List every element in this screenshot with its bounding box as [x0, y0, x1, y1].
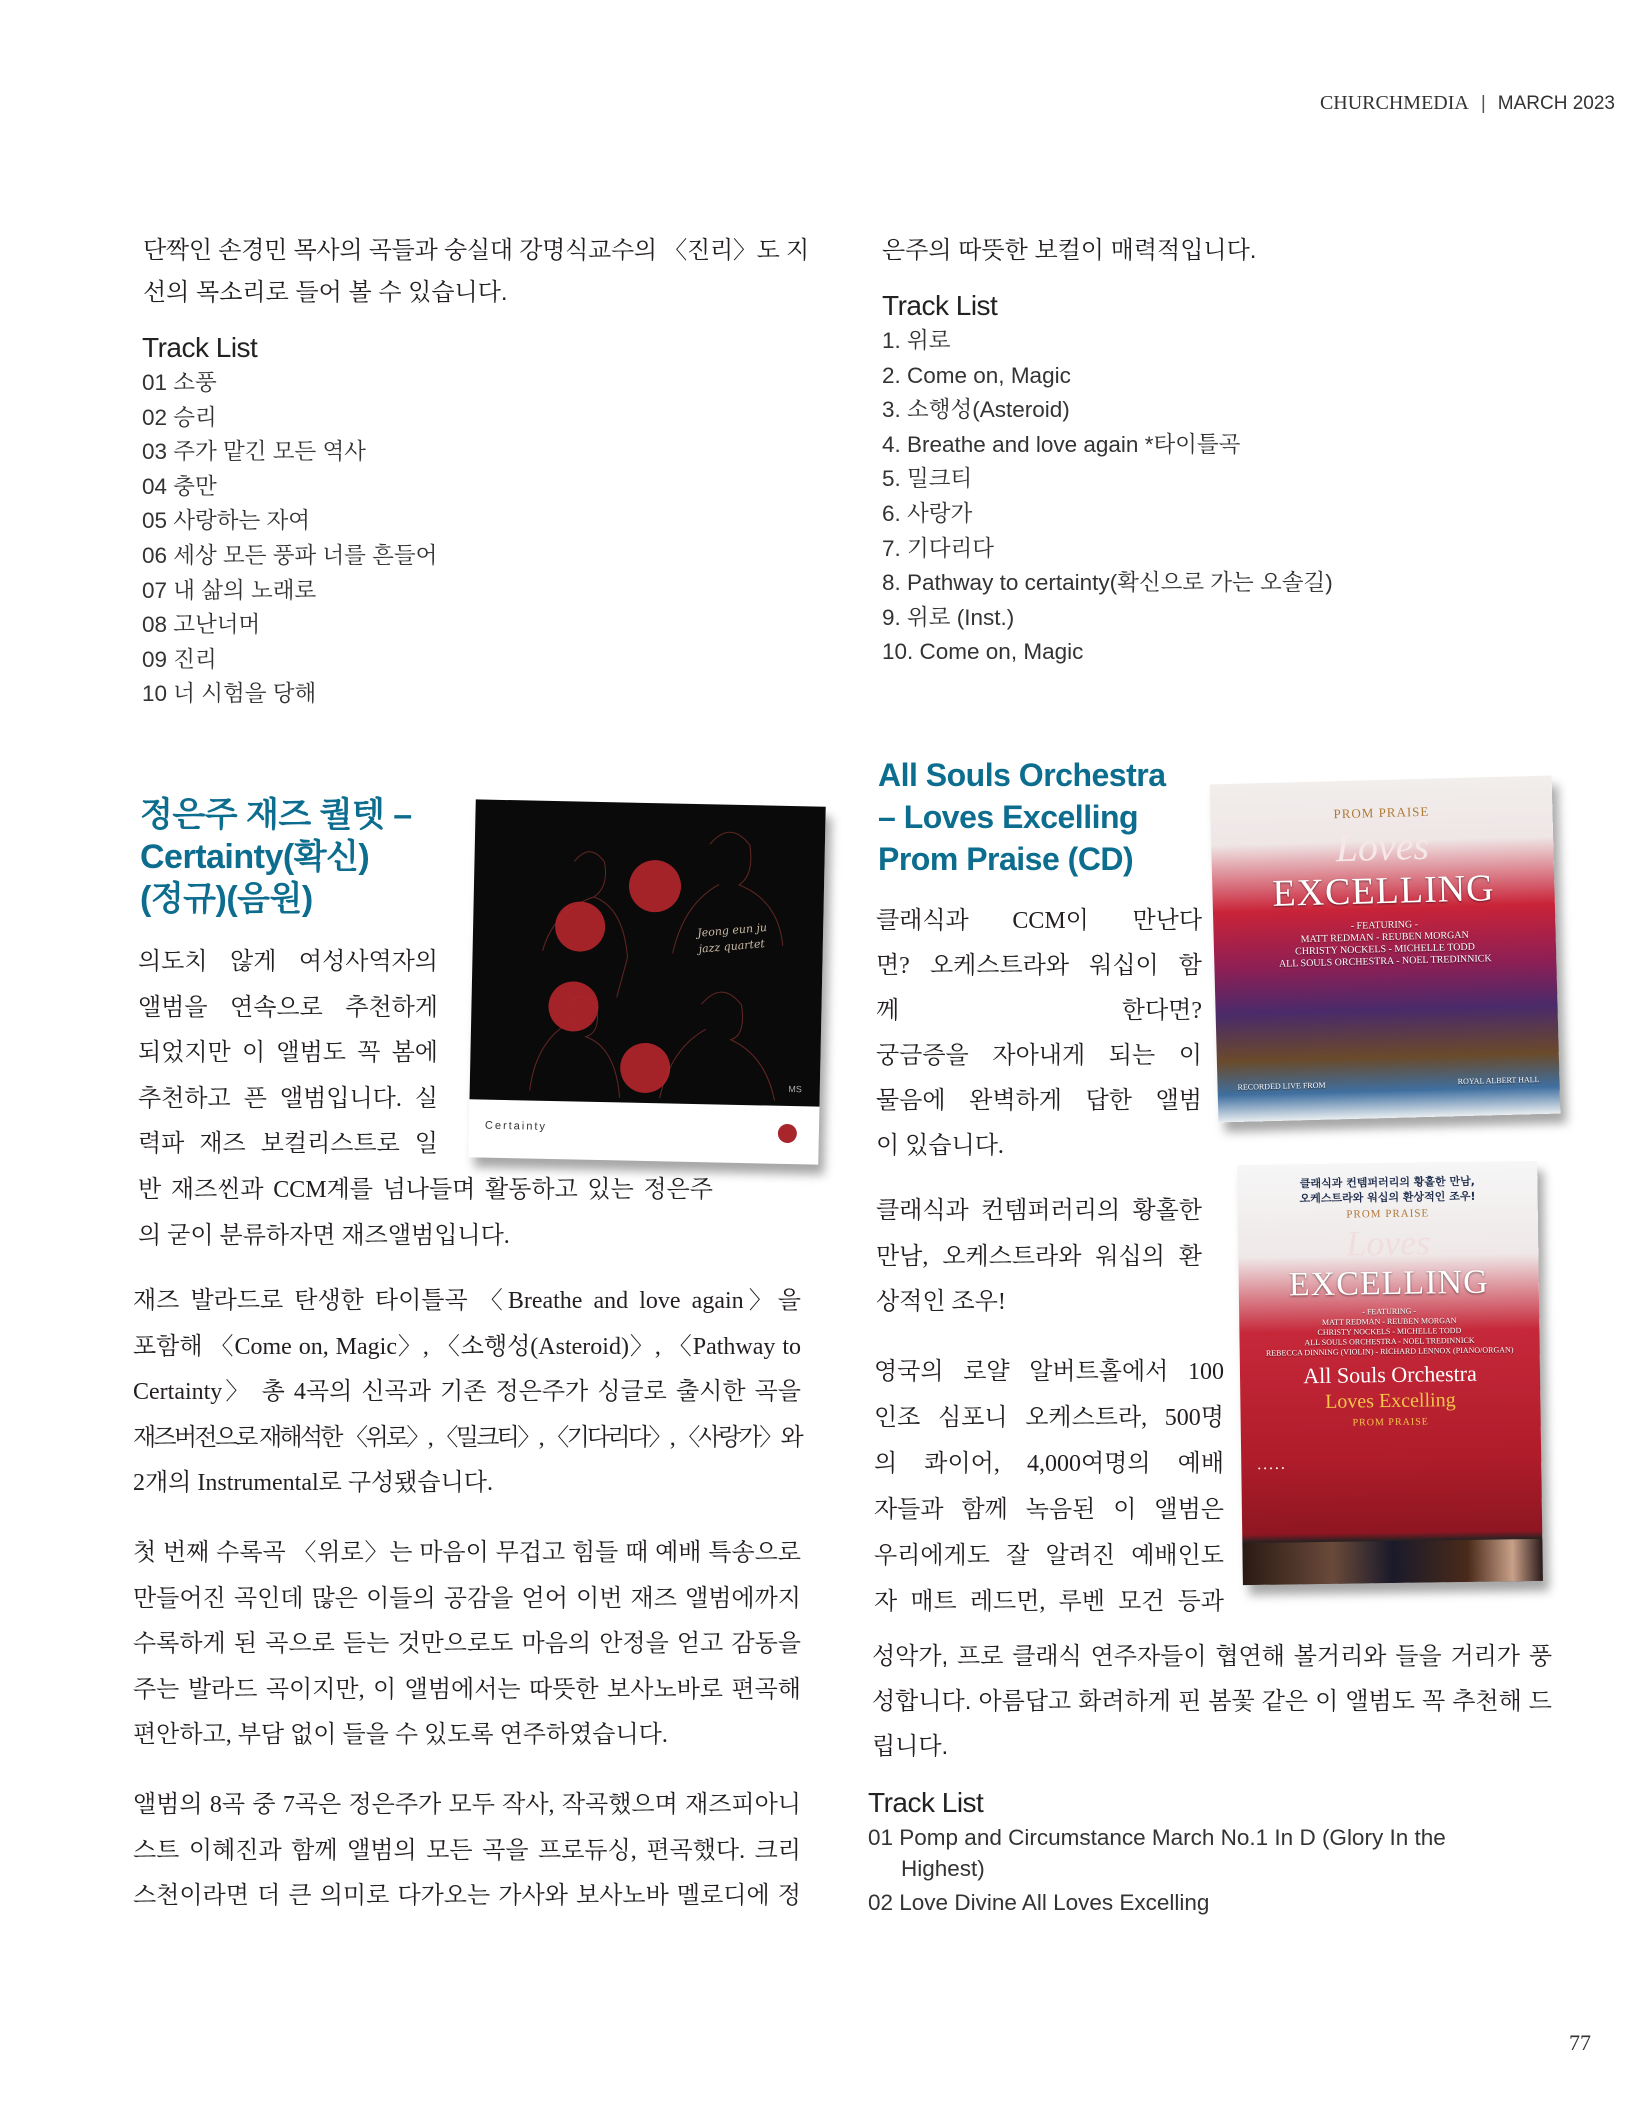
- featuring-line: MATT REDMAN - REUBEN MORGAN: [1300, 929, 1469, 946]
- featuring-line: ALL SOULS ORCHESTRA - NOEL TREDINNICK: [1304, 1335, 1475, 1348]
- cover-bottom-left: RECORDED LIVE FROM: [1237, 1080, 1326, 1092]
- album-art: [470, 799, 826, 1106]
- paragraph-intro-narrow: [138, 940, 438, 1168]
- text-line: 클래식과 CCM이 만난다: [876, 908, 1202, 934]
- text-line: 스트 이혜진과 함께 앨범의 모든 곡을 프로듀싱, 편곡했다. 크리: [133, 1837, 801, 1864]
- track-item: 10. Come on, Magic: [882, 639, 1084, 665]
- text-line: 편안하고, 부담 없이 들을 수 있도록 연주하였습니다.: [133, 1722, 668, 1748]
- text-line: 우리에게도 잘 알려진 예배인도: [874, 1543, 1224, 1569]
- paragraph-question: [876, 899, 1202, 1169]
- text-line: 의 콰이어, 4,000여명의 예배: [874, 1451, 1224, 1477]
- text-line: 이 있습니다.: [876, 1133, 1004, 1159]
- text-line: 수록하게 된 곡으로 듣는 것만으로도 마음의 안정을 얻고 감동을: [133, 1631, 801, 1657]
- text-line: 자들과 함께 녹음된 이 앨범은: [874, 1497, 1224, 1523]
- paragraph-encounter: [876, 1189, 1202, 1326]
- cover-album: Loves Excelling: [1324, 1389, 1456, 1413]
- text-line: 영국의 로얄 알버트홀에서 100: [874, 1359, 1224, 1385]
- track-item: 5. 밀크티: [882, 466, 973, 492]
- cover-top-text: PROM PRAISE: [1346, 1207, 1430, 1221]
- cover-sub: PROM PRAISE: [1352, 1416, 1429, 1429]
- track-item: 4. Breathe and love again *타이틀곡: [882, 431, 1241, 457]
- cover-script: [697, 920, 769, 958]
- featuring-line: CHRISTY NOCKELS - MICHELLE TODD: [1294, 941, 1476, 958]
- text-line: 추천하고 픈 앨범입니다. 실: [138, 1085, 438, 1112]
- album-cover-certainty: [468, 799, 825, 1164]
- script-line: jazz quartet: [698, 937, 766, 956]
- text-line: 재즈버전으로 재해석한 〈위로〉, 〈밀크티〉, 〈기다리다〉, 〈사랑가〉와: [133, 1424, 801, 1451]
- title-line: Certainty(확신): [140, 838, 370, 876]
- text-line: 선의 목소리로 들어 볼 수 있습니다.: [143, 279, 508, 306]
- magazine-name: CHURCHMEDIA: [1319, 92, 1469, 114]
- text-line: 만들어진 곡인데 많은 이들의 공감을 얻어 이번 재즈 앨범에까지: [133, 1585, 801, 1612]
- cover-title: EXCELLING: [1288, 1263, 1489, 1304]
- issue-date: MARCH 2023: [1497, 93, 1615, 114]
- track-item: 01 소풍: [142, 370, 217, 395]
- track-item: 08 고난너머: [142, 612, 261, 638]
- track-item: 06 세상 모든 풍파 너를 흔들어: [142, 542, 438, 568]
- title-line: All Souls Orchestra: [878, 757, 1166, 793]
- script-line: Jeong eun ju: [696, 920, 768, 940]
- title-line: Prom Praise (CD): [878, 841, 1134, 877]
- paragraph-intro-wide: [138, 1168, 713, 1259]
- text-line: 립니다.: [872, 1733, 949, 1760]
- album-cover-loves-excelling-dvd: [1237, 1161, 1543, 1585]
- paragraph-production: [133, 1783, 801, 1920]
- featuring-line: MATT REDMAN - REUBEN MORGAN: [1321, 1316, 1457, 1327]
- text-line: 궁금증을 자아내게 되는 이: [876, 1043, 1202, 1069]
- featuring-line: - FEATURING -: [1350, 919, 1419, 932]
- track-item: 05 사랑하는 자여: [142, 508, 310, 534]
- continued-paragraph: [882, 230, 1382, 272]
- cover-bottom-right: ROYAL ALBERT HALL: [1457, 1075, 1540, 1087]
- article-title-jazz: [140, 794, 460, 920]
- text-line: 자 매트 레드먼, 루벤 모건 등과: [874, 1589, 1224, 1615]
- track-item: 2. Come on, Magic: [882, 362, 1071, 388]
- cover-label: Certainty: [484, 1119, 548, 1133]
- paragraph-recording-wide: [872, 1634, 1552, 1769]
- page-number: 77: [1569, 2030, 1591, 2055]
- track-item: 04 충만: [142, 473, 217, 499]
- paragraph-first-track: [133, 1531, 801, 1759]
- title-line: (정규)(음원): [140, 880, 313, 918]
- track-list-heading: Track List: [882, 290, 998, 321]
- text-line: 만남, 오케스트라와 워십의 환: [876, 1243, 1202, 1270]
- text-line: 단짝인 손경민 목사의 곡들과 숭실대 강명식교수의 〈진리〉도 지: [143, 237, 809, 264]
- cover-tagline: [1237, 1173, 1537, 1207]
- track-item: 02 Love Divine All Loves Excelling: [868, 1890, 1210, 1916]
- track-item: 1. 위로: [882, 328, 951, 353]
- cover-script-title: Loves: [1345, 1222, 1431, 1264]
- cover-featuring: [1213, 916, 1556, 973]
- track-item: 09 진리: [142, 646, 217, 672]
- text-line: 2개의 Instrumental로 구성됐습니다.: [133, 1470, 493, 1496]
- album-cover-loves-excelling-cd: [1210, 776, 1561, 1123]
- paragraph-tracks: [133, 1279, 801, 1507]
- track-item-continued: Highest): [901, 1855, 985, 1881]
- text-line: Certainty〉 총 4곡의 신곡과 기존 정은주가 싱글로 출시한 곡을: [133, 1379, 801, 1405]
- track-item: 07 내 삶의 노래로: [142, 577, 317, 603]
- track-item: 02 승리: [142, 404, 217, 430]
- text-line: 께 한다면?: [876, 998, 1202, 1024]
- text-line: 은주의 따뜻한 보컬이 매력적입니다.: [882, 237, 1257, 264]
- track-item: 10 너 시험을 당해: [142, 681, 317, 707]
- article-title-orchestra: [878, 754, 1198, 880]
- track-item: 7. 기다리다: [882, 535, 994, 561]
- text-line: 반 재즈씬과 CCM계를 넘나들며 활동하고 있는 정은주: [138, 1177, 713, 1203]
- tagline-line: 클래식과 컨템퍼러리의 황홀한 만남,: [1299, 1174, 1475, 1191]
- cover-script-title: Loves: [1335, 822, 1430, 871]
- cover-bullets: • • • • •: [1257, 1464, 1285, 1473]
- track-item: 01 Pomp and Circumstance March No.1 In D (Glory In the: [868, 1825, 1446, 1850]
- featuring-line: ALL SOULS ORCHESTRA - NOEL TREDINNICK: [1278, 953, 1492, 970]
- tagline-line: 오케스트라와 워십의 환상적인 조우!: [1299, 1189, 1476, 1206]
- featuring-line: - FEATURING -: [1362, 1306, 1417, 1317]
- text-line: 인조 심포니 오케스트라, 500명: [874, 1405, 1224, 1431]
- track-list-heading: Track List: [142, 332, 258, 363]
- text-line: 력파 재즈 보컬리스트로 일: [138, 1131, 438, 1157]
- text-line: 포함해 〈Come on, Magic〉, 〈소행성(Asteroid)〉, 〈Pathway to: [133, 1333, 801, 1360]
- intro-paragraph: [143, 230, 809, 314]
- text-line: 주는 발라드 곡이지만, 이 앨범에서는 따뜻한 보사노바로 편곡해: [133, 1676, 801, 1703]
- text-line: 첫 번째 수록곡 〈위로〉는 마음이 무겁고 힘들 때 예배 특송으로: [133, 1540, 801, 1566]
- red-dot: [778, 1124, 797, 1143]
- text-line: 물음에 완벽하게 답한 앨범: [876, 1088, 1202, 1114]
- text-line: 성악가, 프로 클래식 연주자들이 협연해 볼거리와 들을 거리가 풍: [872, 1643, 1552, 1670]
- track-list-heading: Track List: [868, 1787, 984, 1818]
- text-line: 앨범을 연속으로 추천하게: [138, 994, 438, 1021]
- title-line: 정은주 재즈 퀄텟 –: [140, 796, 412, 834]
- cover-artist: All Souls Orchestra: [1303, 1360, 1477, 1389]
- track-item: 8. Pathway to certainty(확신으로 가는 오솔길): [882, 570, 1333, 596]
- text-line: 의도치 않게 여성사역자의: [138, 949, 438, 975]
- cover-title: EXCELLING: [1271, 867, 1496, 915]
- text-line: 앨범의 8곡 중 7곡은 정은주가 모두 작사, 작곡했으며 재즈피아니: [133, 1792, 801, 1818]
- track-list-1: [142, 330, 437, 712]
- cover-featuring: [1239, 1305, 1540, 1359]
- text-line: 클래식과 컨템퍼러리의 황홀한: [876, 1198, 1202, 1224]
- cover-top-text: PROM PRAISE: [1333, 803, 1430, 822]
- text-line: 상적인 조우!: [876, 1289, 1006, 1315]
- track-list-3: [868, 1785, 1446, 1921]
- text-line: 의 굳이 분류하자면 재즈앨범입니다.: [138, 1222, 510, 1249]
- featuring-line: CHRISTY NOCKELS - MICHELLE TODD: [1317, 1326, 1462, 1338]
- header-separator: |: [1480, 93, 1486, 114]
- track-item: 6. 사랑가: [882, 500, 973, 526]
- text-line: 스천이라면 더 큰 의미로 다가오는 가사와 보사노바 멜로디에 정: [133, 1883, 801, 1909]
- track-item: 3. 소행성(Asteroid): [882, 397, 1070, 423]
- track-list-2: [882, 288, 1333, 670]
- text-line: 면? 오케스트라와 워십이 함: [876, 953, 1202, 979]
- track-item: 9. 위로 (Inst.): [882, 604, 1015, 630]
- featuring-line: REBECCA DINNING (VIOLIN) - RICHARD LENNOX (PIANO/ORGAN): [1265, 1345, 1514, 1358]
- track-item: 03 주가 맡긴 모든 역사: [142, 439, 366, 465]
- paragraph-recording-narrow: [874, 1349, 1224, 1625]
- cover-photo-strip: [1242, 1539, 1543, 1585]
- title-line: – Loves Excelling: [878, 799, 1139, 835]
- label-logo: MS: [788, 1083, 802, 1095]
- text-line: 재즈 발라드로 탄생한 타이틀곡 〈Breathe and love again〉을: [133, 1288, 801, 1314]
- text-line: 되었지만 이 앨범도 꼭 봄에: [138, 1040, 438, 1066]
- page-header: [1320, 92, 1615, 115]
- text-line: 성합니다. 아름답고 화려하게 핀 봄꽃 같은 이 앨범도 꼭 추천해 드: [872, 1688, 1552, 1715]
